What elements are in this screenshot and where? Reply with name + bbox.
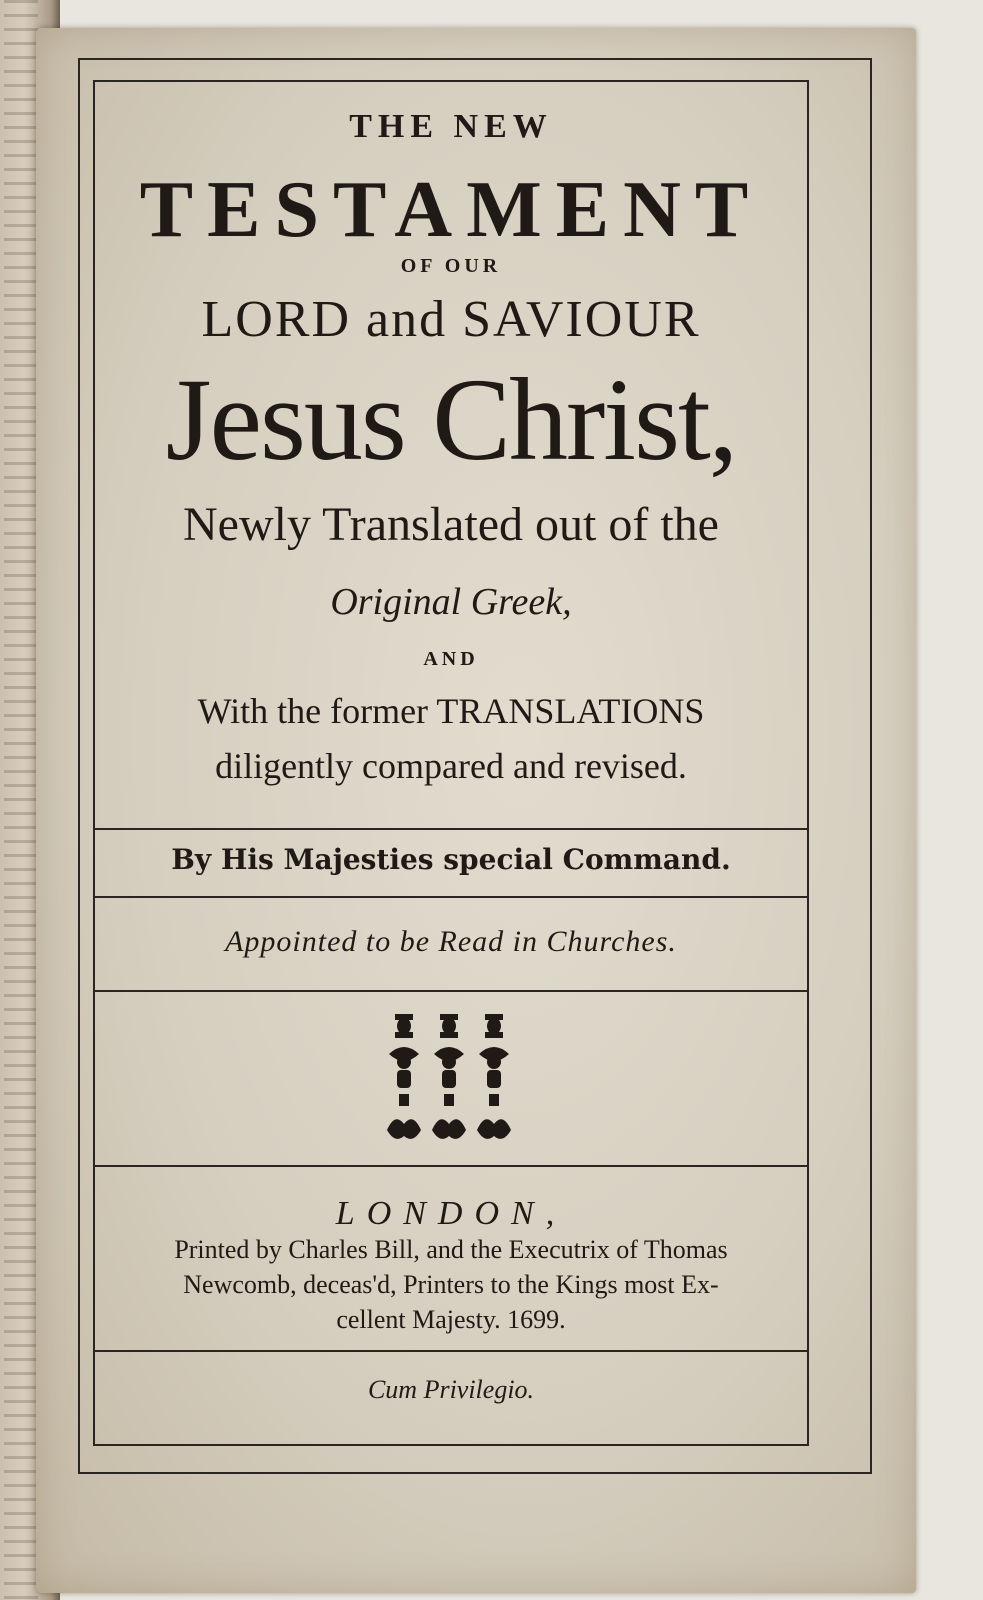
title-line-with-translations: With the former TRANSLATIONS — [197, 691, 705, 731]
rule-divider — [93, 896, 809, 898]
title-line-diligently-compared: diligently compared and revised. — [215, 746, 687, 786]
title-line-lord-and-saviour: LORD and SAVIOUR — [201, 291, 701, 348]
title-line-and: AND — [423, 648, 479, 670]
rule-divider — [93, 1165, 809, 1167]
imprint-london: LONDON, — [335, 1195, 567, 1232]
rule-divider — [93, 1350, 809, 1352]
rule-divider — [93, 828, 809, 830]
appointed-line: Appointed to be Read in Churches. — [225, 925, 677, 958]
title-line-original-greek: Original Greek, — [330, 581, 572, 623]
printers-ornament-icon — [385, 1010, 525, 1150]
blackletter-command-line: By His Majesties special Command. — [171, 843, 731, 876]
rule-divider — [93, 990, 809, 992]
adjacent-page-text — [4, 0, 38, 1600]
imprint-line-1: Printed by Charles Bill, and the Executrix of Thomas — [174, 1235, 728, 1264]
cum-privilegio: Cum Privilegio. — [367, 1375, 535, 1404]
title-line-jesus-christ: Jesus Christ, — [165, 354, 737, 485]
title-line-of-our: OF OUR — [400, 255, 502, 277]
title-line-newly-translated: Newly Translated out of the — [183, 498, 719, 551]
title-line-testament: TESTAMENT — [139, 166, 763, 254]
imprint-line-2: Newcomb, deceas'd, Printers to the Kings most Ex- — [183, 1270, 719, 1299]
imprint-line-3: cellent Majesty. 1699. — [336, 1305, 566, 1334]
title-line-the-new: THE NEW — [349, 108, 553, 145]
